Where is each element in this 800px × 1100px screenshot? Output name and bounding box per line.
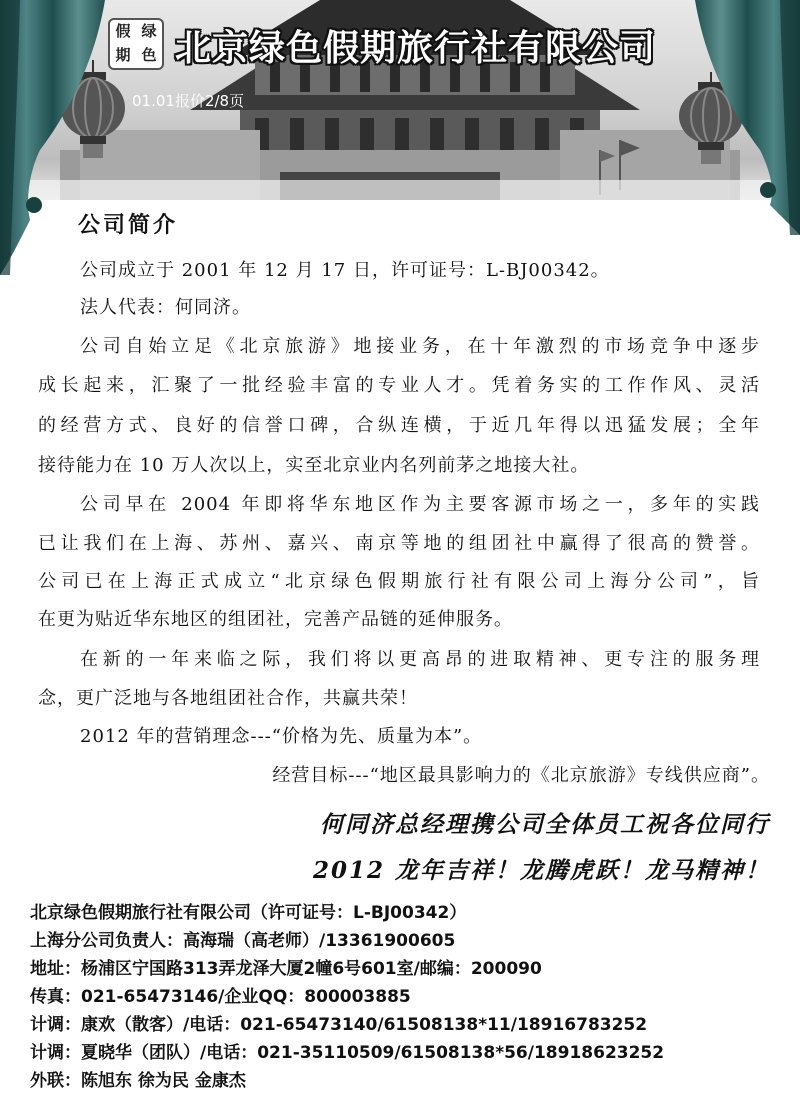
- company-title: 北京绿色假期旅行社有限公司: [175, 28, 657, 69]
- contact-manager: 上海分公司负责人：高海瑞（高老师）/13361900605: [30, 931, 456, 951]
- intro-line: 接待能力在 10 万人次以上，实至北京业内名列前茅之地接大社。: [38, 455, 590, 476]
- contact-fax: 传真：021-65473146/企业QQ：800003885: [30, 987, 411, 1007]
- intro-line: 已让我们在上海、苏州、嘉兴、南京等地的组团社中赢得了很高的赞誉。: [38, 533, 760, 554]
- contact-company: 北京绿色假期旅行社有限公司（许可证号：L-BJ00342）: [30, 903, 467, 923]
- intro-line: 成长起来，汇聚了一批经验丰富的专业人才。凭着务实的工作作风、灵活: [38, 375, 760, 396]
- intro-line: 的经营方式、良好的信誉口碑，合纵连横，于近几年得以迅猛发展；全年: [38, 415, 760, 436]
- intro-line: 公司成立于 2001 年 12 月 17 日，许可证号：L-BJ00342。: [80, 260, 610, 281]
- marketing-concept: 2012 年的营销理念---“价格为先、质量为本”。: [80, 726, 483, 747]
- intro-line: 在更为贴近华东地区的组团社，完善产品链的延伸服务。: [38, 609, 513, 630]
- intro-line: 念，更广泛地与各地组团社合作，共赢共荣！: [38, 688, 418, 709]
- new-year-slogan: 2012 龙年吉祥！龙腾虎跃！龙马精神！: [312, 857, 770, 884]
- company-logo: 假 绿 期 色: [108, 18, 164, 70]
- intro-line: 公司早在 2004 年即将华东地区作为主要客源市场之一，多年的实践: [80, 494, 760, 515]
- greeting-slogan: 何同济总经理携公司全体员工祝各位同行: [320, 811, 770, 838]
- right-curtain: [690, 0, 800, 240]
- left-curtain: [0, 0, 110, 290]
- contact-address: 地址：杨浦区宁国路313弄龙泽大厦2幢6号601室/邮编：200090: [30, 959, 542, 979]
- intro-line: 公司自始立足《北京旅游》地接业务，在十年激烈的市场竞争中逐步: [80, 336, 760, 357]
- business-goal: 经营目标---“地区最具影响力的《北京旅游》专线供应商”。: [272, 765, 770, 786]
- intro-heading: 公司简介: [78, 212, 179, 238]
- intro-line: 公司已在上海正式成立“北京绿色假期旅行社有限公司上海分公司”，旨: [38, 571, 760, 592]
- contact-planner-individual: 计调：康欢（散客）/电话：021-65473140/61508138*11/18916783252: [30, 1015, 648, 1035]
- contact-planner-group: 计调：夏晓华（团队）/电话：021-35110509/61508138*56/18918623252: [30, 1043, 665, 1063]
- intro-line: 法人代表：何同济。: [80, 297, 251, 318]
- header-banner: [0, 0, 800, 200]
- contact-liaison: 外联：陈旭东 徐为民 金康杰: [30, 1071, 246, 1091]
- quote-page-label: 01.01报价2/8页: [132, 92, 245, 110]
- intro-line: 在新的一年来临之际，我们将以更高昂的进取精神、更专注的服务理: [80, 649, 760, 670]
